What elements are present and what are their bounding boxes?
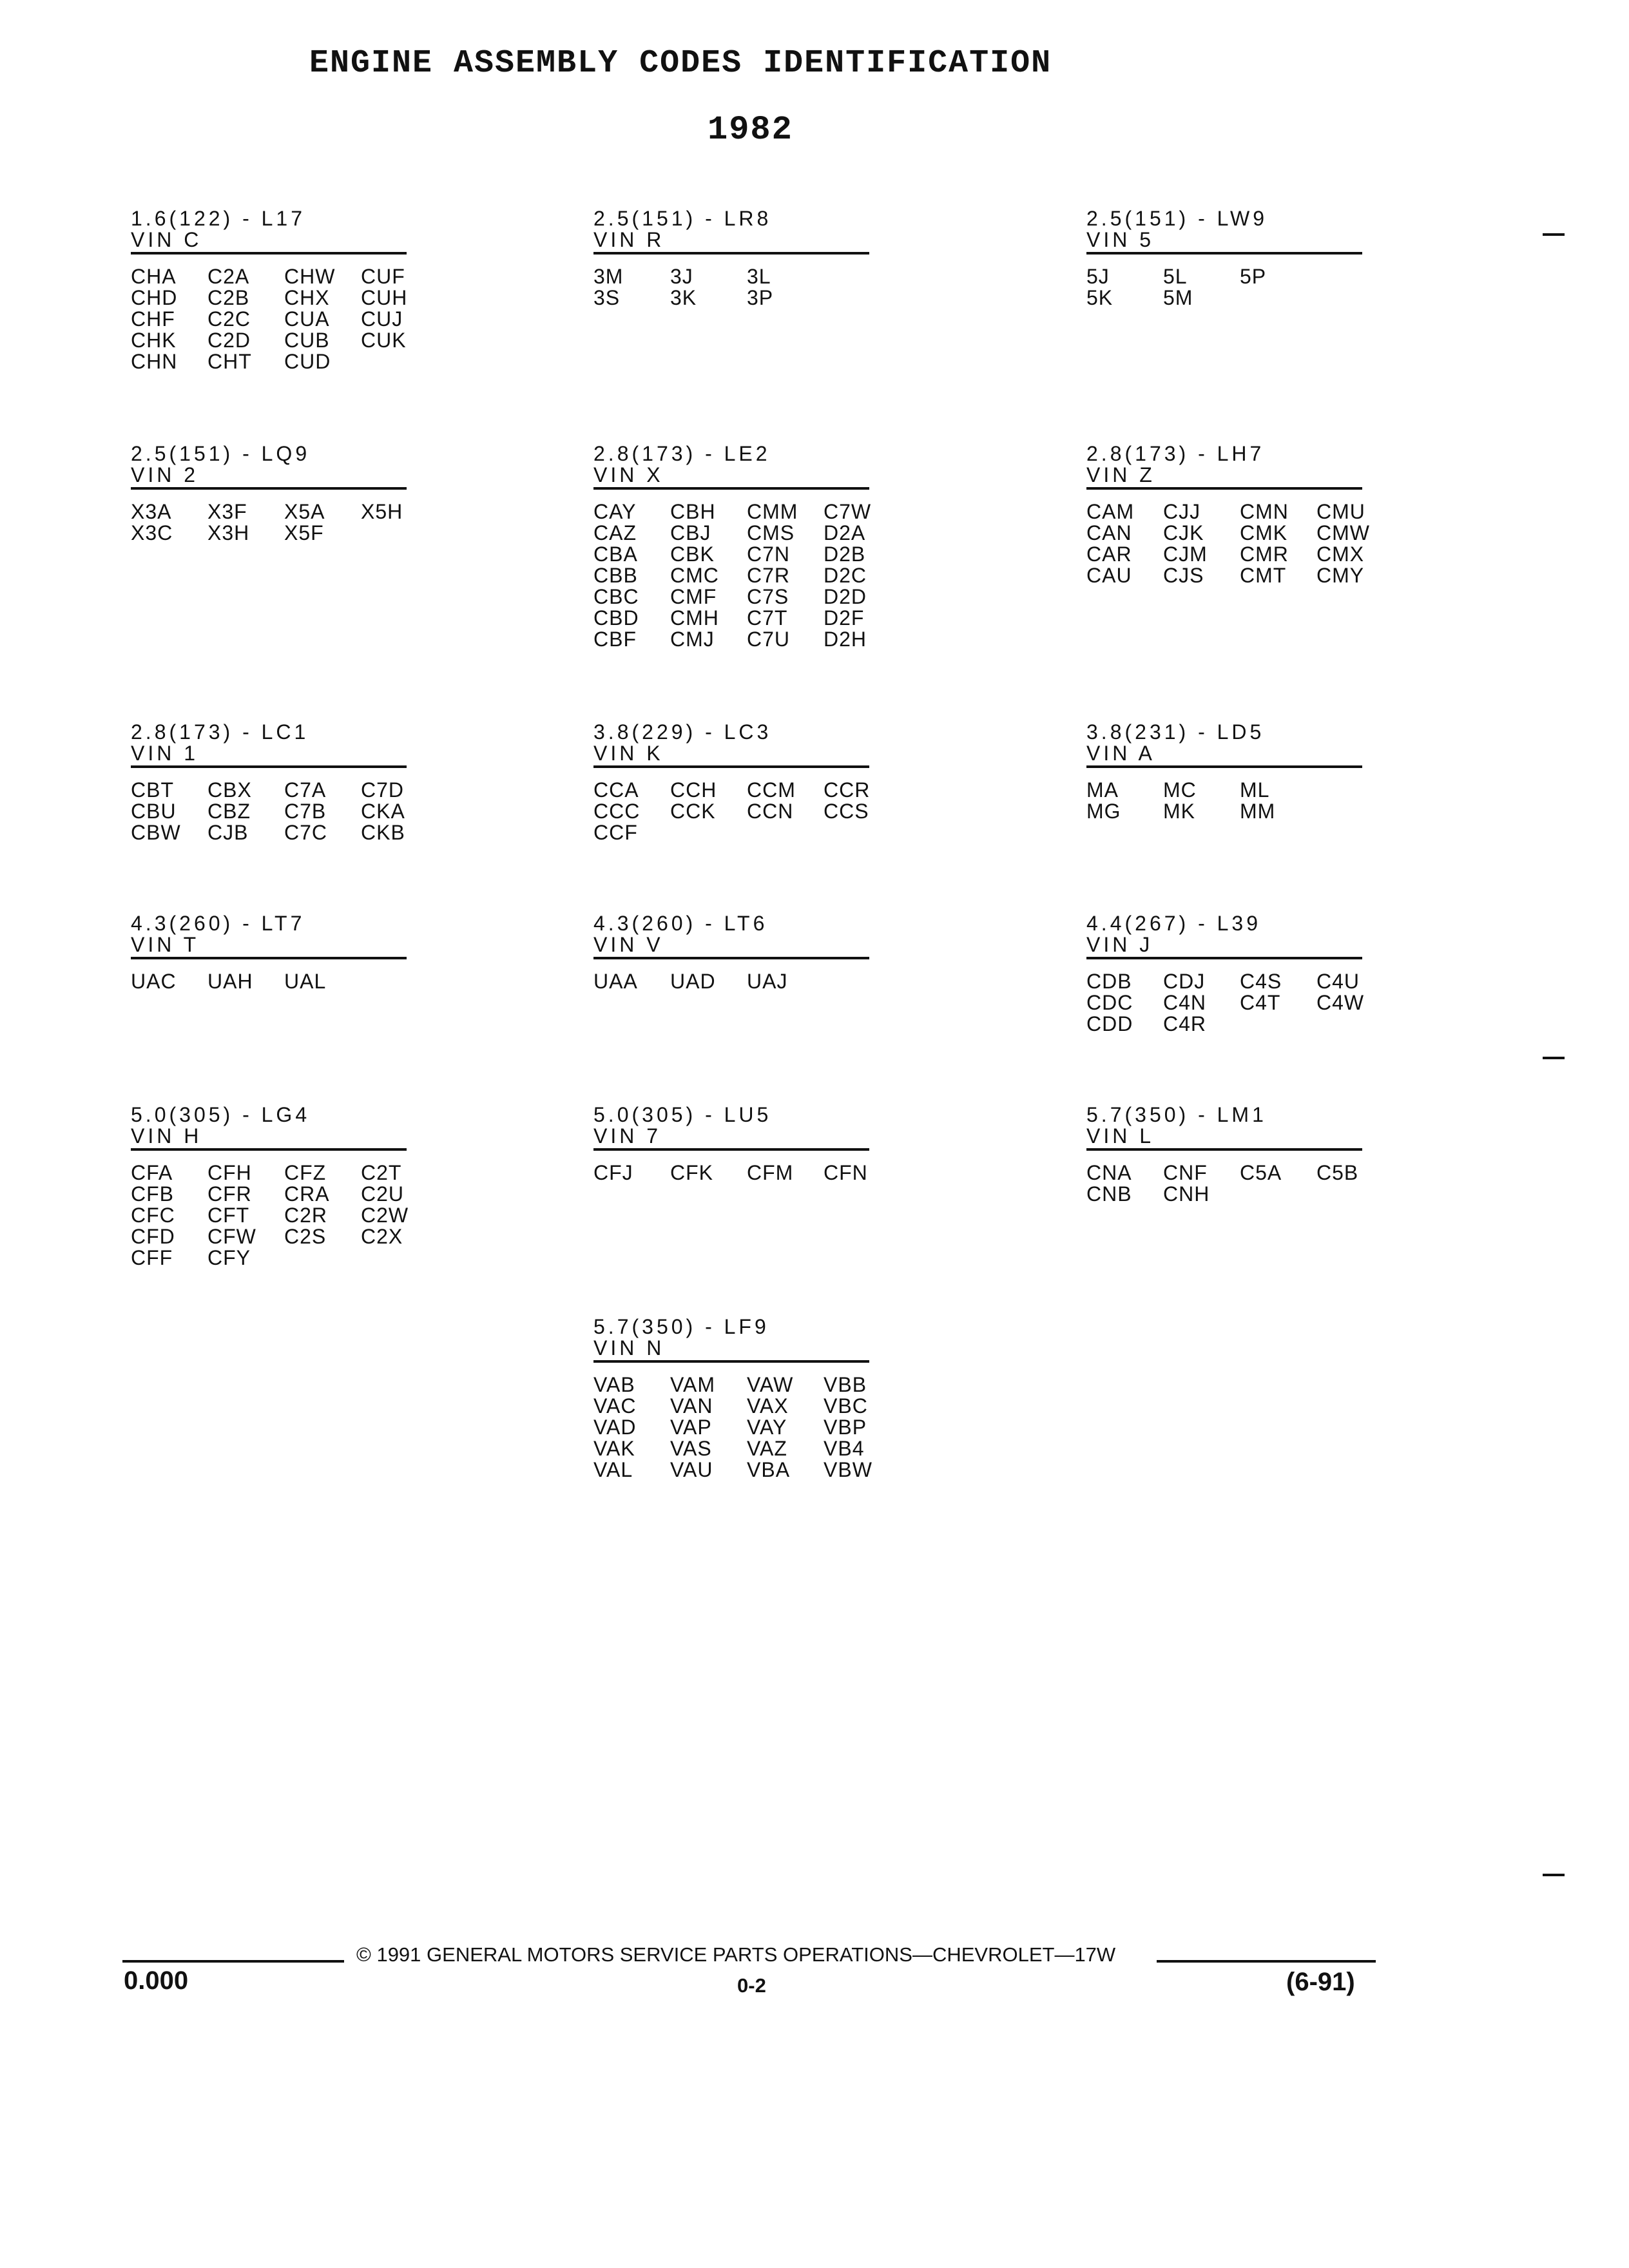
assembly-code: 3M xyxy=(593,265,624,288)
assembly-code: CRA xyxy=(284,1182,330,1206)
assembly-code: 3L xyxy=(747,265,771,288)
assembly-code: CCH xyxy=(670,778,717,802)
assembly-code-grid xyxy=(593,500,872,651)
margin-dash xyxy=(1543,1874,1565,1876)
assembly-code: CFY xyxy=(207,1246,251,1269)
assembly-code: CFZ xyxy=(284,1161,327,1184)
assembly-code: CAU xyxy=(1086,564,1132,587)
engine-designation: 2.8(173) - LE2 xyxy=(593,442,771,465)
assembly-code-grid xyxy=(131,971,407,992)
assembly-code: C4T xyxy=(1240,991,1281,1014)
assembly-code: D2F xyxy=(824,606,865,629)
assembly-code: CMC xyxy=(670,564,719,587)
assembly-code: CCA xyxy=(593,778,639,802)
assembly-code: 5L xyxy=(1163,265,1188,288)
engine-designation: 4.3(260) - LT6 xyxy=(593,912,768,935)
header-rule xyxy=(593,487,869,490)
assembly-code: C7A xyxy=(284,778,327,802)
assembly-code: CAN xyxy=(1086,521,1132,544)
assembly-code: CHW xyxy=(284,265,336,288)
assembly-code: UAL xyxy=(284,970,327,993)
engine-designation: 4.4(267) - L39 xyxy=(1086,912,1262,935)
vin-label: VIN T xyxy=(131,933,200,956)
assembly-code: CFB xyxy=(131,1182,174,1206)
assembly-code: C5A xyxy=(1240,1161,1282,1184)
engine-block xyxy=(131,443,407,544)
vin-label: VIN J xyxy=(1086,933,1153,956)
assembly-code: VAL xyxy=(593,1458,633,1481)
page-year: 1982 xyxy=(708,111,793,149)
assembly-code: CUA xyxy=(284,307,330,331)
assembly-code: CFM xyxy=(747,1161,794,1184)
assembly-code: C7U xyxy=(747,628,791,651)
vin-label: VIN X xyxy=(593,463,664,486)
assembly-code: 3P xyxy=(747,286,774,309)
header-rule xyxy=(131,1148,407,1151)
header-rule xyxy=(131,487,407,490)
engine-designation: 5.7(350) - LM1 xyxy=(1086,1103,1267,1126)
vin-label: VIN 2 xyxy=(131,463,199,486)
assembly-code: CUK xyxy=(361,329,407,352)
assembly-code: CJS xyxy=(1163,564,1204,587)
assembly-code: CCM xyxy=(747,778,796,802)
assembly-code: C7W xyxy=(824,500,872,523)
assembly-code: CUJ xyxy=(361,307,403,331)
assembly-code: C2D xyxy=(207,329,251,352)
engine-designation: 2.5(151) - LW9 xyxy=(1086,207,1268,230)
header-rule xyxy=(1086,487,1362,490)
footer-rule-left xyxy=(122,1960,344,1963)
vin-label: VIN L xyxy=(1086,1124,1155,1148)
engine-block xyxy=(131,722,407,843)
engine-block xyxy=(1086,208,1362,309)
assembly-code: CBB xyxy=(593,564,638,587)
assembly-code: C4U xyxy=(1316,970,1360,993)
assembly-code: VBA xyxy=(747,1458,791,1481)
footer-section-number: 0.000 xyxy=(124,1966,189,1995)
assembly-code: VAB xyxy=(593,1373,635,1396)
assembly-code: VB4 xyxy=(824,1437,865,1460)
assembly-code: C2A xyxy=(207,265,250,288)
assembly-code: C2S xyxy=(284,1225,327,1248)
assembly-code: X3C xyxy=(131,521,173,544)
engine-block xyxy=(131,913,407,992)
assembly-code-grid xyxy=(1086,266,1362,309)
assembly-code-grid xyxy=(131,266,407,372)
assembly-code xyxy=(824,266,869,287)
engine-designation: 4.3(260) - LT7 xyxy=(131,912,305,935)
assembly-code: CCN xyxy=(747,800,794,823)
header-rule xyxy=(593,252,869,255)
assembly-code: CFH xyxy=(207,1161,252,1184)
assembly-code: CUD xyxy=(284,350,331,373)
assembly-code: C7B xyxy=(284,800,327,823)
header-rule xyxy=(131,957,407,959)
vin-label: VIN 7 xyxy=(593,1124,662,1148)
assembly-code: C7D xyxy=(361,778,405,802)
assembly-code: CJB xyxy=(207,821,249,844)
assembly-code: CHA xyxy=(131,265,177,288)
footer-date: (6-91) xyxy=(1286,1968,1355,1996)
assembly-code: ML xyxy=(1240,778,1270,802)
assembly-code: C4S xyxy=(1240,970,1282,993)
engine-block xyxy=(1086,912,1365,1035)
assembly-code: VBC xyxy=(824,1394,868,1418)
assembly-code: CHT xyxy=(207,350,252,373)
assembly-code-grid xyxy=(1086,780,1362,822)
assembly-code: CBK xyxy=(670,543,715,566)
assembly-code-grid xyxy=(593,1162,869,1184)
footer-page-number: 0-2 xyxy=(737,1974,766,1997)
engine-designation: 5.0(305) - LG4 xyxy=(131,1103,311,1126)
engine-block xyxy=(593,913,869,992)
vin-label: VIN C xyxy=(131,228,202,251)
assembly-code: C2X xyxy=(361,1225,403,1248)
assembly-code: CNA xyxy=(1086,1161,1132,1184)
engine-designation: 2.8(173) - LH7 xyxy=(1086,442,1265,465)
vin-label: VIN 5 xyxy=(1086,228,1155,251)
assembly-code: CAR xyxy=(1086,543,1132,566)
assembly-code: CCF xyxy=(593,821,638,844)
assembly-code: 3K xyxy=(670,286,697,309)
assembly-code: CMU xyxy=(1316,500,1365,523)
assembly-code: CJJ xyxy=(1163,500,1201,523)
assembly-code: CBC xyxy=(593,585,639,608)
assembly-code: MC xyxy=(1163,778,1197,802)
assembly-code: CNH xyxy=(1163,1182,1210,1206)
assembly-code: VBW xyxy=(824,1458,872,1481)
assembly-code: C7T xyxy=(747,606,788,629)
assembly-code: CMX xyxy=(1316,543,1365,566)
assembly-code: CMR xyxy=(1240,543,1289,566)
assembly-code: CFA xyxy=(131,1161,173,1184)
footer-copyright: © 1991 GENERAL MOTORS SERVICE PARTS OPERATIONS—CHEVROLET—17W xyxy=(356,1943,1116,1966)
assembly-code: CKB xyxy=(361,821,405,844)
assembly-code: X3F xyxy=(207,500,247,523)
assembly-code: X5F xyxy=(284,521,324,544)
assembly-code: CUF xyxy=(361,265,405,288)
assembly-code: C4N xyxy=(1163,991,1207,1014)
assembly-code: VAD xyxy=(593,1416,637,1439)
assembly-code-grid xyxy=(593,971,869,992)
header-rule xyxy=(1086,1148,1362,1151)
assembly-code: CFT xyxy=(207,1204,250,1227)
assembly-code: CMS xyxy=(747,521,795,544)
assembly-code: 5P xyxy=(1240,265,1267,288)
assembly-code-grid xyxy=(1086,1162,1362,1205)
assembly-code: CBF xyxy=(593,628,637,651)
assembly-code: 5K xyxy=(1086,286,1113,309)
assembly-code: MA xyxy=(1086,778,1119,802)
assembly-code: CJK xyxy=(1163,521,1204,544)
assembly-code: CNB xyxy=(1086,1182,1132,1206)
assembly-code: VBP xyxy=(824,1416,867,1439)
assembly-code: CJM xyxy=(1163,543,1208,566)
assembly-code: CBZ xyxy=(207,800,251,823)
assembly-code: VAW xyxy=(747,1373,794,1396)
assembly-code: C2C xyxy=(207,307,251,331)
assembly-code: CCK xyxy=(670,800,716,823)
assembly-code: CMH xyxy=(670,606,719,629)
vin-label: VIN 1 xyxy=(131,742,199,765)
assembly-code: CMJ xyxy=(670,628,715,651)
assembly-code: CMM xyxy=(747,500,798,523)
assembly-code: C2B xyxy=(207,286,250,309)
assembly-code: CBT xyxy=(131,778,174,802)
assembly-code: D2H xyxy=(824,628,867,651)
page-title: ENGINE ASSEMBLY CODES IDENTIFICATION xyxy=(309,45,1052,82)
vin-label: VIN N xyxy=(593,1336,665,1360)
assembly-code: CNF xyxy=(1163,1161,1208,1184)
header-rule xyxy=(593,1148,869,1151)
assembly-code: UAJ xyxy=(747,970,788,993)
assembly-code-grid xyxy=(593,1373,872,1481)
assembly-code: CMT xyxy=(1240,564,1287,587)
engine-block xyxy=(593,208,869,309)
assembly-code: CFD xyxy=(131,1225,175,1248)
assembly-code: CMN xyxy=(1240,500,1289,523)
assembly-code: X3A xyxy=(131,500,172,523)
assembly-code: UAA xyxy=(593,970,638,993)
assembly-code: C7S xyxy=(747,585,789,608)
assembly-code: X5A xyxy=(284,500,325,523)
engine-block xyxy=(593,1104,869,1184)
assembly-code: CCS xyxy=(824,800,869,823)
assembly-code: D2A xyxy=(824,521,866,544)
engine-designation: 2.5(151) - LR8 xyxy=(593,207,772,230)
assembly-code: CAY xyxy=(593,500,637,523)
assembly-code: VAY xyxy=(747,1416,787,1439)
assembly-code: CMK xyxy=(1240,521,1288,544)
engine-block xyxy=(593,722,869,843)
assembly-code: CDD xyxy=(1086,1012,1133,1035)
assembly-code: CAM xyxy=(1086,500,1135,523)
assembly-code: C7N xyxy=(747,543,791,566)
assembly-code: UAH xyxy=(207,970,253,993)
assembly-code: CHD xyxy=(131,286,178,309)
assembly-code: D2C xyxy=(824,564,867,587)
assembly-code: D2B xyxy=(824,543,866,566)
assembly-code: CMF xyxy=(670,585,717,608)
assembly-code: 3J xyxy=(670,265,693,288)
assembly-code: UAD xyxy=(670,970,716,993)
assembly-code: CAZ xyxy=(593,521,637,544)
header-rule xyxy=(593,957,869,959)
assembly-code: VAS xyxy=(670,1437,712,1460)
assembly-code: CDB xyxy=(1086,970,1132,993)
engine-block xyxy=(1086,442,1370,587)
header-rule xyxy=(1086,252,1362,255)
assembly-code: D2D xyxy=(824,585,867,608)
vin-label: VIN K xyxy=(593,742,664,765)
assembly-code: X3H xyxy=(207,521,250,544)
assembly-code: X5H xyxy=(361,500,403,523)
assembly-code: VAP xyxy=(670,1416,712,1439)
assembly-code: 5M xyxy=(1163,286,1193,309)
assembly-code-grid xyxy=(1086,500,1370,587)
assembly-code: CDC xyxy=(1086,991,1133,1014)
assembly-code: C2U xyxy=(361,1182,405,1206)
assembly-code: C2W xyxy=(361,1204,409,1227)
margin-dash xyxy=(1543,233,1565,236)
assembly-code xyxy=(1316,780,1362,801)
footer-rule-right xyxy=(1157,1960,1376,1963)
assembly-code: C4W xyxy=(1316,991,1365,1014)
assembly-code: VAZ xyxy=(747,1437,787,1460)
assembly-code: CBD xyxy=(593,606,639,629)
assembly-code: CBU xyxy=(131,800,177,823)
assembly-code: CUH xyxy=(361,286,408,309)
engine-block xyxy=(131,208,407,372)
header-rule xyxy=(1086,765,1362,768)
margin-dash xyxy=(1543,1057,1565,1059)
assembly-code-grid xyxy=(1086,970,1365,1035)
engine-designation: 2.5(151) - LQ9 xyxy=(131,442,311,465)
assembly-code-grid xyxy=(131,1162,407,1269)
assembly-code: VBB xyxy=(824,1373,867,1396)
engine-designation: 5.7(350) - LF9 xyxy=(593,1315,769,1338)
header-rule xyxy=(593,765,869,768)
assembly-code: VAU xyxy=(670,1458,713,1481)
assembly-code: C7C xyxy=(284,821,328,844)
engine-designation: 5.0(305) - LU5 xyxy=(593,1103,772,1126)
assembly-code: 5J xyxy=(1086,265,1110,288)
vin-label: VIN Z xyxy=(1086,463,1155,486)
assembly-code: CMW xyxy=(1316,521,1370,544)
assembly-code: CBX xyxy=(207,778,252,802)
assembly-code-grid xyxy=(131,501,407,544)
assembly-code: VAK xyxy=(593,1437,635,1460)
engine-designation: 2.8(173) - LC1 xyxy=(131,720,309,744)
assembly-code: MG xyxy=(1086,800,1121,823)
assembly-code-grid xyxy=(593,266,869,309)
header-rule xyxy=(1086,957,1362,959)
assembly-code: VAN xyxy=(670,1394,713,1418)
assembly-code: C7R xyxy=(747,564,791,587)
header-rule xyxy=(131,765,407,768)
assembly-code-grid xyxy=(593,780,869,843)
assembly-code: CCR xyxy=(824,778,871,802)
assembly-code: CBJ xyxy=(670,521,711,544)
vin-label: VIN V xyxy=(593,933,664,956)
assembly-code: VAC xyxy=(593,1394,637,1418)
assembly-code: CDJ xyxy=(1163,970,1206,993)
engine-designation: 3.8(231) - LD5 xyxy=(1086,720,1265,744)
vin-label: VIN A xyxy=(1086,742,1155,765)
assembly-code-grid xyxy=(131,780,407,843)
assembly-code: CBA xyxy=(593,543,638,566)
header-rule xyxy=(593,1360,869,1363)
assembly-code: CFC xyxy=(131,1204,175,1227)
assembly-code: VAX xyxy=(747,1394,789,1418)
engine-designation: 3.8(229) - LC3 xyxy=(593,720,772,744)
assembly-code: CHN xyxy=(131,350,178,373)
assembly-code: CCC xyxy=(593,800,641,823)
engine-block xyxy=(1086,722,1362,822)
engine-block xyxy=(131,1104,407,1269)
engine-block xyxy=(593,442,872,651)
assembly-code: CFR xyxy=(207,1182,252,1206)
assembly-code: MM xyxy=(1240,800,1276,823)
assembly-code: CHX xyxy=(284,286,330,309)
assembly-code: CUB xyxy=(284,329,330,352)
engine-block xyxy=(593,1315,872,1481)
assembly-code: CBW xyxy=(131,821,181,844)
vin-label: VIN H xyxy=(131,1124,202,1148)
assembly-code: C4R xyxy=(1163,1012,1207,1035)
assembly-code: CBH xyxy=(670,500,716,523)
assembly-code: CMY xyxy=(1316,564,1365,587)
assembly-code: C2R xyxy=(284,1204,328,1227)
engine-block xyxy=(1086,1104,1362,1205)
assembly-code: C2T xyxy=(361,1161,402,1184)
assembly-code: CFJ xyxy=(593,1161,633,1184)
assembly-code: CHK xyxy=(131,329,177,352)
assembly-code: CFF xyxy=(131,1246,173,1269)
engine-designation: 1.6(122) - L17 xyxy=(131,207,306,230)
assembly-code: MK xyxy=(1163,800,1195,823)
assembly-code: VAM xyxy=(670,1373,715,1396)
assembly-code: CFW xyxy=(207,1225,256,1248)
assembly-code: CFK xyxy=(670,1161,713,1184)
header-rule xyxy=(131,252,407,255)
vin-label: VIN R xyxy=(593,228,665,251)
assembly-code: 3S xyxy=(593,286,621,309)
assembly-code: C5B xyxy=(1316,1161,1359,1184)
assembly-code: CFN xyxy=(824,1161,868,1184)
assembly-code: CKA xyxy=(361,800,405,823)
assembly-code: CHF xyxy=(131,307,175,331)
assembly-code: UAC xyxy=(131,970,177,993)
assembly-code xyxy=(1316,266,1362,287)
